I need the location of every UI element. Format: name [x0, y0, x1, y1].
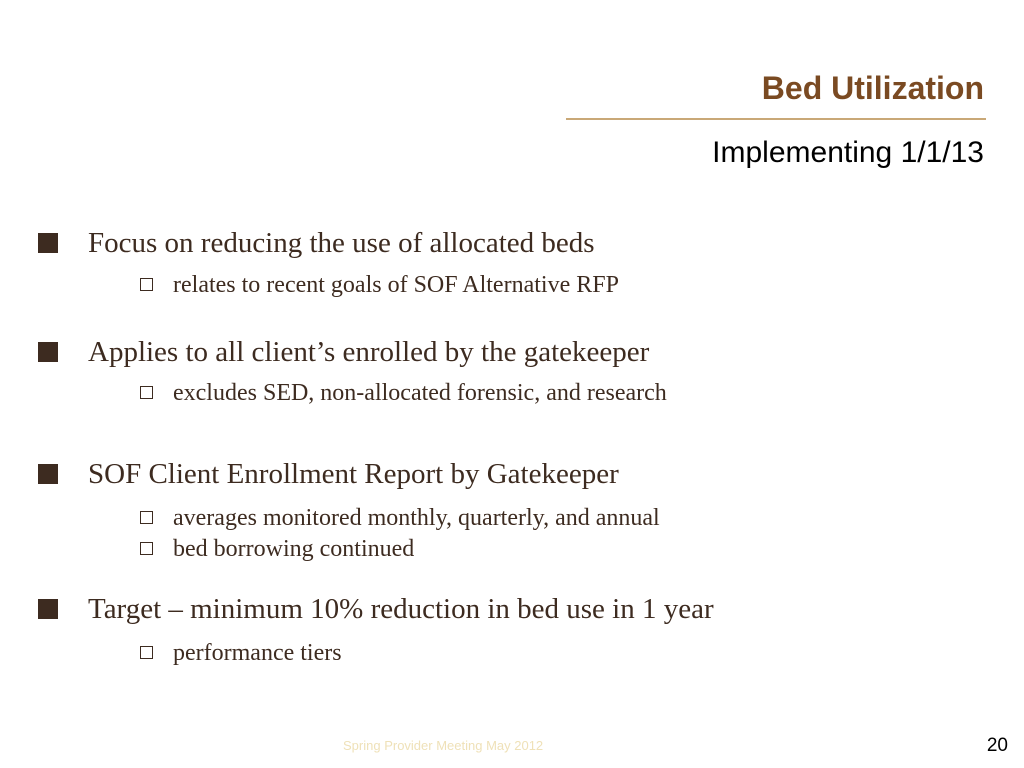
sub-bullet-item [173, 380, 667, 407]
bullet-text: Applies to all client’s enrolled by the gatekeeper [88, 336, 650, 368]
filled-square-bullet-icon [38, 464, 58, 484]
hollow-square-bullet-icon [140, 646, 153, 659]
hollow-square-bullet-icon [140, 278, 153, 291]
filled-square-bullet-icon [38, 233, 58, 253]
bullet-item [88, 593, 714, 626]
sub-bullet-text: relates to recent goals of SOF Alternative RFP [173, 272, 619, 298]
slide-subtitle: Implementing 1/1/13 [712, 136, 984, 169]
hollow-square-bullet-icon [140, 386, 153, 399]
hollow-square-bullet-icon [140, 511, 153, 524]
bullet-item [88, 458, 619, 491]
sub-bullet-item [173, 505, 660, 532]
bullet-text: Target – minimum 10% reduction in bed use in 1 year [88, 593, 714, 625]
filled-square-bullet-icon [38, 342, 58, 362]
bullet-text: SOF Client Enrollment Report by Gatekeeper [88, 458, 619, 490]
bullet-item [88, 336, 649, 369]
slide-footer: Spring Provider Meeting May 2012 [343, 738, 544, 753]
sub-bullet-item [173, 536, 414, 563]
bullet-text: Focus on reducing the use of allocated beds [88, 227, 595, 259]
bullet-item [88, 227, 595, 260]
sub-bullet-text: performance tiers [173, 640, 342, 666]
sub-bullet-text: excludes SED, non-allocated forensic, and research [173, 380, 667, 406]
page-number: 20 [986, 735, 1008, 756]
sub-bullet-item [173, 272, 619, 299]
sub-bullet-item [173, 640, 342, 667]
slide-title: Bed Utilization [761, 70, 984, 106]
sub-bullet-text: bed borrowing continued [173, 536, 415, 562]
filled-square-bullet-icon [38, 599, 58, 619]
hollow-square-bullet-icon [140, 542, 153, 555]
sub-bullet-text: averages monitored monthly, quarterly, and annual [173, 505, 660, 531]
